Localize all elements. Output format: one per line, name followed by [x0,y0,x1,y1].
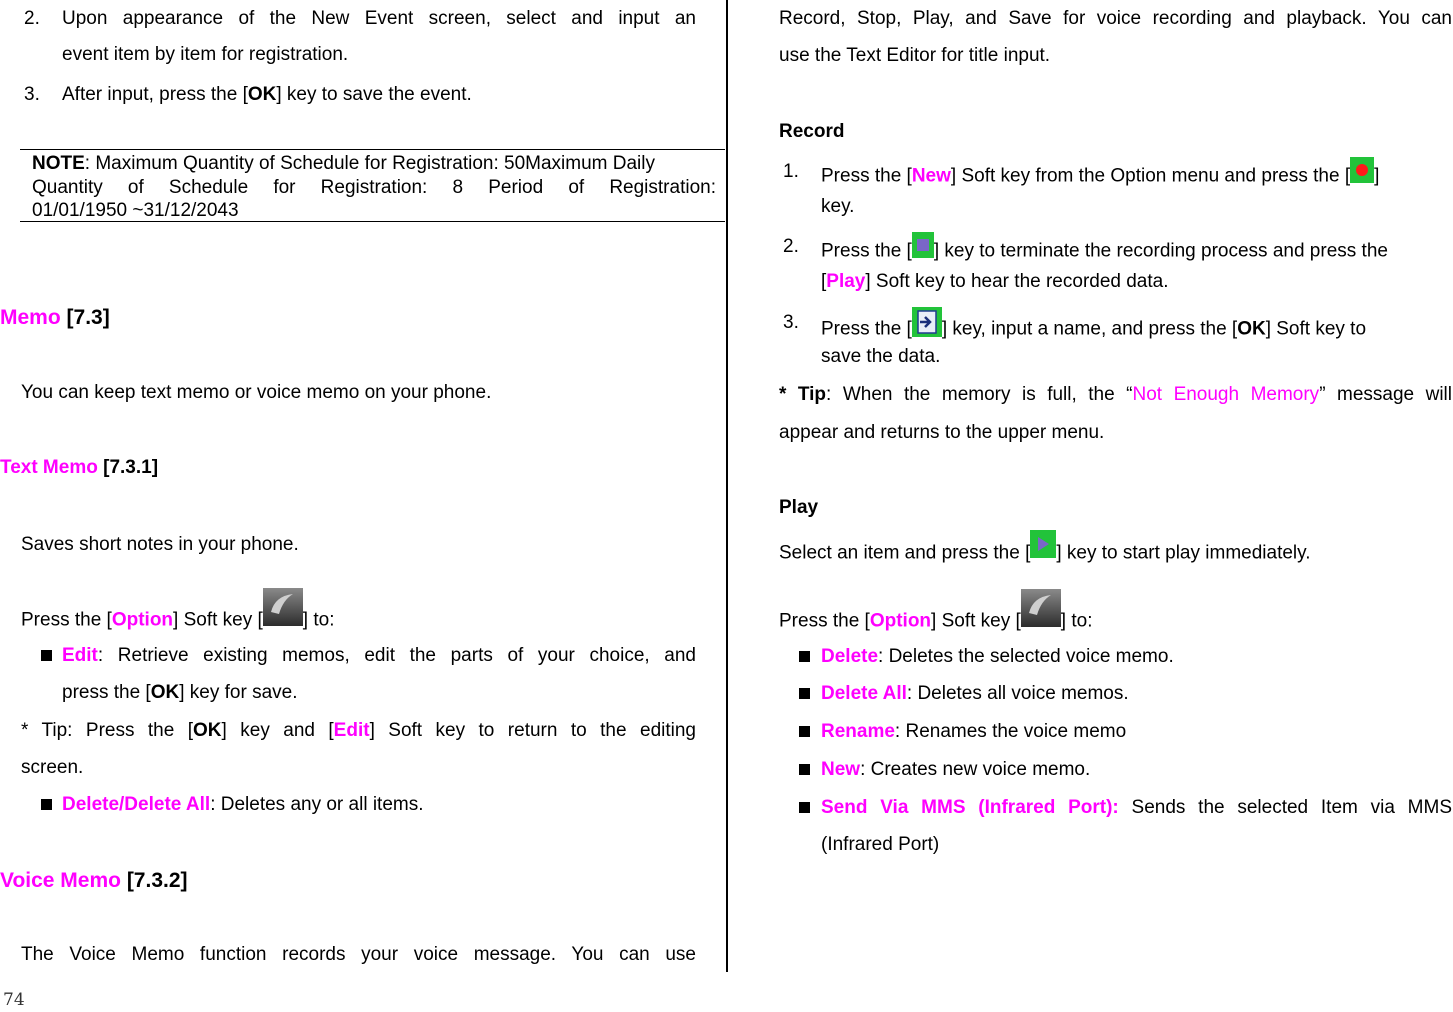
step-2-text: Upon appearance of the New Event screen, select and input an [62,8,696,29]
record-step-1-cont: key. [821,196,855,217]
voice-memo-heading: Voice Memo [7.3.2] [0,869,188,892]
edit-item-cont: press the [OK] key for save. [62,682,298,703]
bullet-new [799,764,810,775]
note-line-2: Quantity of Schedule for Registration: 8 Period of Registration: [32,177,716,198]
voice-memo-intro: The Voice Memo function records your voice message. You can use [21,944,696,965]
voice-memo-intro-cont-2: use the Text Editor for title input. [779,45,1051,66]
option-item-send-mms-cont: (Infrared Port) [821,834,940,855]
bullet-delete-all [799,688,810,699]
step-2-number: 2. [24,8,40,29]
option-item-send-mms: Send Via MMS (Infrared Port): Sends the selected Item via MMS [821,797,1453,818]
record-tip: * Tip: When the memory is full, the “Not Enough Memory” message will [779,384,1452,405]
stop-icon [912,232,934,265]
softkey-icon [263,588,303,633]
step-2-text-cont: event item by item for registration. [62,44,349,65]
column-divider [726,0,728,972]
delete-item: Delete/Delete All: Deletes any or all items. [62,794,424,815]
softkey-icon [1021,589,1061,634]
option-item-delete: Delete: Deletes the selected voice memo. [821,646,1174,667]
record-heading: Record [779,121,845,142]
play-text: Select an item and press the [ ] key to start play immediately. [779,536,1311,571]
note-line-1: NOTE: Maximum Quantity of Schedule for Registration: 50Maximum Daily [32,153,655,174]
note-line-3: 01/01/1950 ~31/12/2043 [32,200,239,221]
record-icon [1350,157,1374,190]
text-memo-tip-cont: screen. [21,757,84,778]
record-step-2: Press the [ ] key to terminate the recording process and press the [821,235,1388,268]
record-step-3-cont: save the data. [821,346,941,367]
press-option-line-voice: Press the [Option] Soft key [ ] to: [779,599,1092,644]
save-icon [912,307,942,344]
record-step-1: Press the [New] Soft key from the Option menu and press the [ ] [821,160,1453,193]
bullet-send-mms [799,802,810,813]
record-step-3-number: 3. [783,312,799,333]
bullet-edit [41,650,52,661]
memo-intro: You can keep text memo or voice memo on your phone. [21,382,492,403]
memo-heading: Memo [7.3] [0,306,110,329]
record-step-2-number: 2. [783,236,799,257]
press-option-line: Press the [Option] Soft key [ ] to: [21,598,334,643]
voice-memo-intro-cont: Record, Stop, Play, and Save for voice recording and playback. You can [779,8,1452,29]
option-item-rename: Rename: Renames the voice memo [821,721,1127,742]
play-icon [1030,530,1056,565]
text-memo-tip: * Tip: Press the [OK] key and [Edit] Soft key to return to the editing [21,720,696,741]
option-item-delete-all: Delete All: Deletes all voice memos. [821,683,1129,704]
note-box [20,149,725,222]
bullet-rename [799,726,810,737]
step-3-number: 3. [24,84,40,105]
bullet-delete [41,799,52,810]
play-heading: Play [779,497,819,518]
record-step-1-number: 1. [783,161,799,182]
page-number: 74 [3,990,25,1010]
text-memo-heading: Text Memo [7.3.1] [0,457,159,478]
bullet-delete-voice [799,651,810,662]
record-step-3: Press the [ ] key, input a name, and press the [OK] Soft key to [821,311,1366,348]
record-tip-cont: appear and returns to the upper menu. [779,422,1105,443]
text-memo-intro: Saves short notes in your phone. [21,534,299,555]
option-item-new: New: Creates new voice memo. [821,759,1091,780]
record-step-2-cont: [Play] Soft key to hear the recorded data. [821,271,1169,292]
edit-item: Edit: Retrieve existing memos, edit the parts of your choice, and [62,645,696,666]
step-3-text: After input, press the [OK] key to save the event. [62,84,472,105]
